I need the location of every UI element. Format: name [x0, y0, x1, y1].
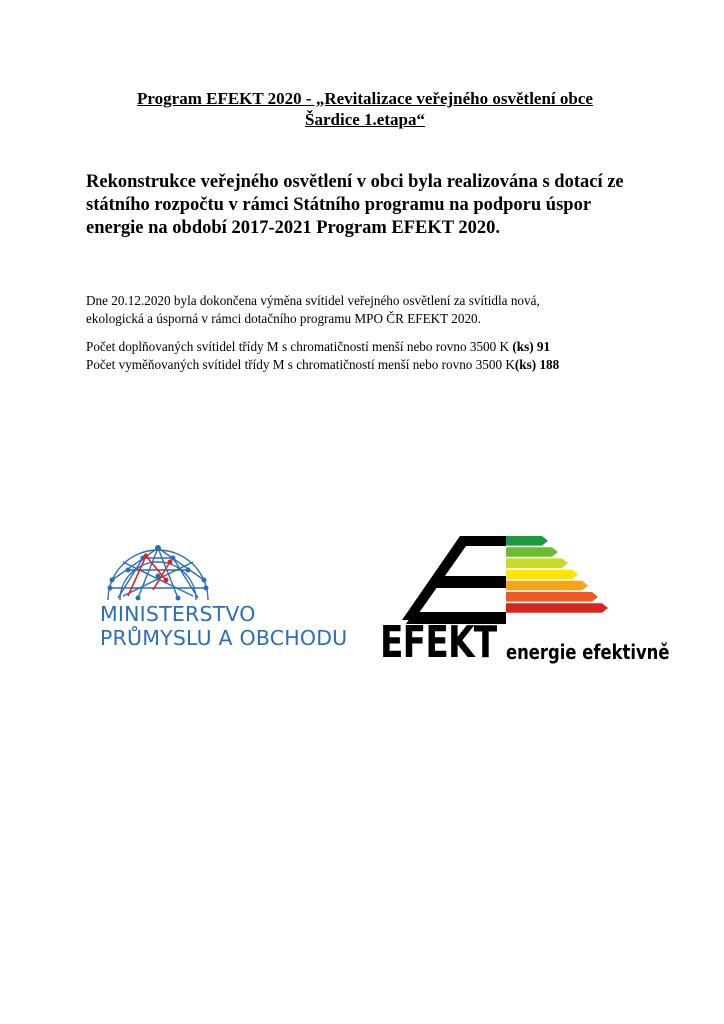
count-added-unit: (ks) — [512, 339, 534, 354]
efekt-logo — [356, 532, 670, 677]
efekt-energy-bars — [506, 536, 608, 613]
efekt-energy-bar — [506, 581, 588, 591]
efekt-energy-bar — [506, 536, 548, 546]
efekt-energy-bar — [506, 603, 608, 613]
count-added-text: Počet doplňovaných svítidel třídy M s chromatičností menší nebo rovno 3500 K — [86, 339, 513, 354]
mpo-name-line-1: MINISTERSTVO — [100, 602, 256, 626]
luminaire-counts — [86, 338, 666, 374]
completion-line-2: ekologická a úsporná v rámci dotačního programu MPO ČR EFEKT 2020. — [86, 311, 481, 326]
efekt-emblem-mid — [428, 576, 506, 588]
efekt-wordmark: EFEKT — [380, 617, 497, 668]
completion-paragraph — [86, 292, 666, 328]
mpo-name — [100, 602, 347, 650]
mpo-globe-icon — [98, 540, 218, 604]
count-added-line — [86, 338, 666, 356]
completion-line-1: Dne 20.12.2020 byla dokončena výměna svítidel veřejného osvětlení za svítidla nová, — [86, 293, 540, 308]
document-title — [100, 88, 630, 130]
count-replaced-line — [86, 356, 666, 374]
count-replaced-value: 188 — [539, 357, 560, 372]
lead-paragraph: Rekonstrukce veřejného osvětlení v obci byla realizována s dotací ze státního rozpočtu v rámci Státního programu na podporu úspor energie na období 2017-2021 Program EFEKT 2020. — [86, 172, 624, 238]
mpo-logo — [98, 540, 348, 665]
count-added-value: 91 — [536, 339, 551, 354]
mpo-name-line-2: PRŮMYSLU A OBCHODU — [100, 626, 348, 650]
efekt-energy-bar — [506, 592, 598, 602]
efekt-energy-bar — [506, 570, 578, 580]
count-replaced-text: Počet vyměňovaných svítidel třídy M s chromatičností menší nebo rovno 3500 K — [86, 357, 515, 372]
title-line-1: Program EFEKT 2020 - „Revitalizace veřejného osvětlení obce — [137, 89, 593, 108]
efekt-energy-bar — [506, 558, 568, 568]
efekt-tagline: energie efektivně — [506, 640, 670, 664]
efekt-energy-bar — [506, 547, 558, 557]
title-line-2: Šardice 1.etapa“ — [305, 110, 425, 129]
count-replaced-unit: (ks) — [514, 357, 537, 372]
